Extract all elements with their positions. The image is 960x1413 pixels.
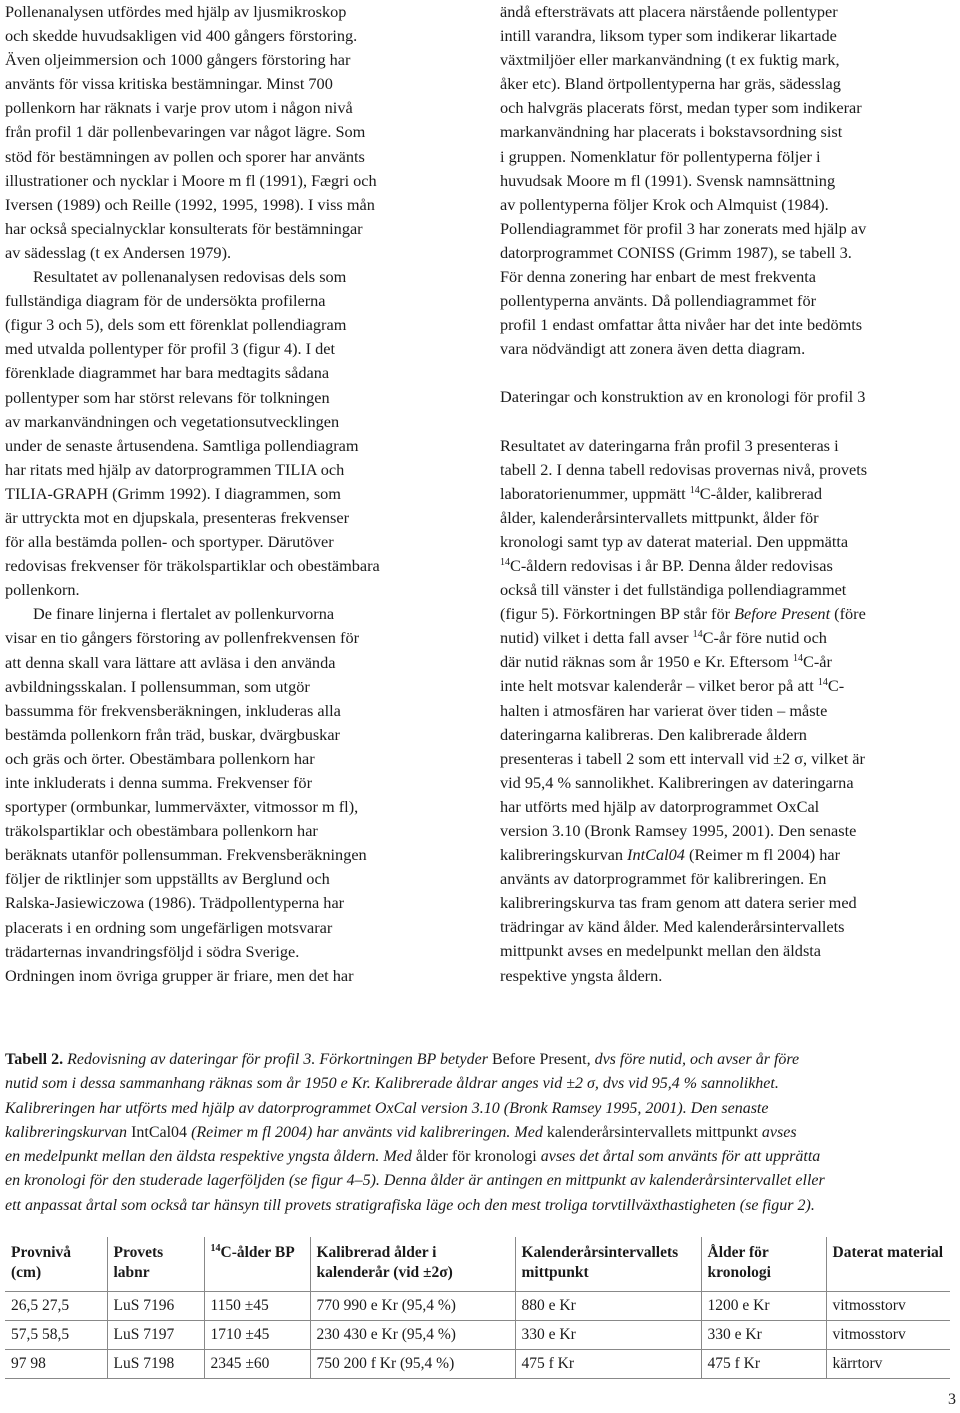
text-run: laboratorienummer, uppmätt (500, 483, 690, 503)
text-run: nutid) vilket i detta fall avser (500, 628, 693, 648)
text-line: avbildningsskalan. I pollensumman, som utgör (5, 676, 310, 696)
table-cell: vitmosstorv (826, 1321, 950, 1350)
dating-table-container (5, 1237, 950, 1379)
header-cell: Kalibrerad ålder i kalenderår (vid ±2σ) (310, 1237, 515, 1292)
header-cell: Ålder för kronologi (701, 1237, 826, 1292)
table-cell: vitmosstorv (826, 1292, 950, 1321)
text-line: Resultatet av dateringarna från profil 3 presenteras i (500, 435, 839, 455)
right-column (500, 0, 950, 988)
header-cell (204, 1237, 310, 1292)
right-paragraph-2 (500, 217, 950, 362)
text-line: respektive yngsta åldern. (500, 965, 663, 985)
text-line: använts för vissa kritiska bestämningar. Minst 700 (5, 74, 333, 94)
text-line: av pollentyperna följer Krok och Almquist (1984). (500, 194, 829, 214)
text-line: Pollendiagrammet för profil 3 har zonerats med hjälp av (500, 218, 867, 238)
text-line: dateringarna kalibreras. Den kalibrerade åldern (500, 724, 807, 744)
text-line: i gruppen. Nomenklatur för pollentyperna följer i (500, 146, 821, 166)
text-line: (figur 3 och 5), dels som ett förenklat pollendiagram (5, 315, 347, 335)
table-cell: 330 e Kr (515, 1321, 701, 1350)
text-run: en medelpunkt mellan den äldsta respektive yngsta åldern. Med (5, 1148, 416, 1166)
left-paragraph-2 (5, 265, 445, 602)
upright-run: Before Present (491, 1051, 587, 1068)
caption-line (5, 1145, 950, 1169)
text-line: har utförts med hjälp av datorprogrammet OxCal (500, 796, 820, 816)
text-line: träkolspartiklar och obestämbara pollenkorn har (5, 821, 318, 841)
header-cell: Provets labnr (107, 1237, 204, 1292)
table-row (5, 1321, 950, 1350)
text-line: växtmiljöer eller markanvändning (t ex fuktig mark, (500, 50, 840, 70)
text-run: där nutid räknas som år 1950 e Kr. Eftersom (500, 652, 793, 672)
text-run: (Reimer m fl 2004) har (684, 845, 841, 865)
text-line: trädringar av känd ålder. Med kalenderårsintervallets (500, 917, 845, 937)
text-run: C-åldern redovisas i år BP. Denna ålder redovisas (510, 555, 833, 575)
table-cell: LuS 7197 (107, 1321, 204, 1350)
text-line: ålder, kalenderårsintervallets mittpunkt, ålder för (500, 507, 819, 527)
text-line: har också specialnycklar konsulterats för bestämningar (5, 218, 363, 238)
section-heading (500, 385, 950, 409)
dating-table (5, 1237, 950, 1379)
text-line: sportyper (ormbunkar, lummerväxter, vitmossor m fl), (5, 797, 359, 817)
text-run: kalibreringskurvan (500, 845, 628, 865)
text-run: C-år (803, 652, 832, 672)
text-line: kronologi samt typ av daterat material. Den uppmätta (500, 531, 849, 551)
text-line: ändå eftersträvats att placera närstående pollentyper (500, 2, 838, 21)
text-run: C-år före nutid och (702, 628, 827, 648)
text-line: är uttryckta mot en djupskala, presenteras frekvenser (5, 507, 350, 527)
text-line: Resultatet av pollenanalysen redovisas dels som (33, 267, 347, 287)
text-line: och skedde huvudsakligen vid 400 gångers förstoring. (5, 26, 358, 46)
text-line: pollenkorn har räknats i varje prov utom i någon nivå (5, 98, 353, 118)
text-line: TILIA-GRAPH (Grimm 1992). I diagrammen, som (5, 483, 341, 503)
text-line: Även oljeimmersion och 1000 gångers förstoring har (5, 50, 351, 70)
header-cell: Provnivå (cm) (5, 1237, 107, 1292)
text-line: vid 95,4 % sannolikhet. Kalibreringen av dateringarna (500, 772, 854, 792)
text-line: från profil 1 där pollenbevaringen var något lägre. Som (5, 122, 366, 142)
table-cell: LuS 7196 (107, 1292, 204, 1321)
superscript: 14 (500, 556, 510, 568)
text-line: pollenkorn. (5, 580, 80, 600)
text-line: har ritats med hjälp av datorprogrammen TILIA och (5, 459, 345, 479)
text-line: Iversen (1989) och Reille (1992, 1995, 1998). I viss mån (5, 194, 375, 214)
text-run: (figur 5). Förkortningen BP står för (500, 604, 735, 624)
heading-text: Dateringar och konstruktion av en kronologi för profil 3 (500, 387, 866, 407)
text-line: trädarternas invandringsföljd i södra Sverige. (5, 941, 300, 961)
table-cell: 57,5 58,5 (5, 1321, 107, 1350)
text-line: använts av datorprogrammet för kalibreringen. En (500, 869, 827, 889)
text-run: C-ålder, kalibrerad (699, 483, 823, 503)
left-paragraph-1 (5, 0, 445, 265)
text-line: med utvalda pollentyper för profil 3 (figur 4). I det (5, 339, 336, 359)
header-text: C-ålder BP (220, 1244, 295, 1261)
text-line: pollentyper som har störst relevans för tolkningen (5, 387, 330, 407)
text-run: avses (757, 1123, 797, 1141)
italic-run: Before Present (734, 604, 831, 624)
text-line: halten i atmosfären har varierat över tiden – måste (500, 700, 828, 720)
table-cell: 1200 e Kr (701, 1292, 826, 1321)
table-cell: 770 990 e Kr (95,4 %) (310, 1292, 515, 1321)
text-line: placerats i en ordning som ungefärligen motsvarar (5, 917, 333, 937)
text-line: förenklade diagrammet har bara medtagits sådana (5, 363, 330, 383)
table-row (5, 1350, 950, 1379)
text-line: beräknats utanför pollensumman. Frekvensberäkningen (5, 845, 367, 865)
text-line: illustrationer och nycklar i Moore m fl (1991), Fægri och (5, 170, 377, 190)
superscript: 14 (793, 653, 803, 665)
caption-label: Tabell 2. (5, 1051, 64, 1068)
table-header-row (5, 1237, 950, 1292)
left-paragraph-3 (5, 602, 445, 988)
text-line: presenteras i tabell 2 som ett intervall vid ±2 σ, vilket är (500, 748, 865, 768)
table-cell: 750 200 f Kr (95,4 %) (310, 1350, 515, 1379)
table-cell: 880 e Kr (515, 1292, 701, 1321)
text-line: och gräs och örter. Obestämbara pollenkorn har (5, 748, 315, 768)
table-cell: 475 f Kr (701, 1350, 826, 1379)
text-line: De finare linjerna i flertalet av pollenkurvorna (33, 604, 335, 624)
superscript: 14 (817, 677, 828, 689)
table-cell: 230 430 e Kr (95,4 %) (310, 1321, 515, 1350)
table-cell: 97 98 (5, 1350, 107, 1379)
text-line: datorprogrammet CONISS (Grimm 1987), se tabell 3. (500, 242, 852, 262)
text-line: vara nödvändigt att zonera även detta diagram. (500, 339, 806, 359)
text-line (500, 674, 950, 698)
text-line: mittpunkt avses en medelpunkt mellan den äldsta (500, 941, 822, 961)
superscript: 14 (689, 484, 700, 496)
text-line: redovisas frekvenser för träkolspartiklar och obestämbara (5, 556, 380, 576)
text-run: kalibreringskurvan (5, 1123, 132, 1141)
upright-run: IntCal04 (131, 1123, 188, 1141)
caption-line: en kronologi för den studerade lagerföljden (se figur 4–5). Denna ålder är antingen en mittpunkt av kalenderårsintervallet eller (5, 1172, 825, 1190)
caption-line (5, 1048, 950, 1072)
upright-run: ålder för kronologi (415, 1148, 537, 1166)
caption-line: nutid som i dessa sammanhang räknas som år 1950 e Kr. Kalibrerade åldrar anges vid ±2 σ, dvs vid 95,4 % sannolikhet. (5, 1075, 779, 1093)
text-run: C- (827, 676, 845, 696)
text-line (500, 650, 950, 674)
table-cell: 26,5 27,5 (5, 1292, 107, 1321)
caption-line (5, 1121, 950, 1145)
text-line: profil 1 endast omfattar åtta nivåer har det inte bedömts (500, 315, 863, 335)
text-run: inte helt motsvar kalenderår – vilket beror på att (500, 676, 818, 696)
text-line: av markanvändningen och vegetationsutvecklingen (5, 411, 340, 431)
text-run: avses det årtal som använts för att upprätta (536, 1148, 821, 1166)
text-run: (före (830, 604, 866, 624)
text-line: bassumma för frekvensberäkningen, inkluderas alla (5, 700, 341, 720)
caption-line: Kalibreringen har utförts med hjälp av datorprogrammet OxCal version 3.10 (Bronk Ramsey 1995, 2001). Den senaste (5, 1099, 769, 1117)
text-line: inte inkluderats i denna summa. Frekvenser för (5, 773, 312, 792)
table-cell: 2345 ±60 (204, 1350, 310, 1379)
text-line: markanvändning har placerats i bokstavsordning sist (500, 122, 843, 142)
text-line: bestämda pollenkorn från träd, buskar, dvärgbuskar (5, 724, 340, 744)
right-paragraph-3 (500, 434, 950, 988)
text-run: Redovisning av dateringar för profil 3. Förkortningen BP betyder (63, 1051, 492, 1068)
left-column (5, 0, 445, 988)
table-cell: 475 f Kr (515, 1350, 701, 1379)
text-run: (Reimer m fl 2004) har använts vid kalibreringen. Med (187, 1123, 547, 1141)
text-line: under de senaste årtusendena. Samtliga pollendiagram (5, 435, 359, 455)
table-cell: 1710 ±45 (204, 1321, 310, 1350)
text-run: , dvs före nutid, och avser år före (586, 1051, 800, 1068)
superscript: 14 (692, 629, 703, 641)
text-line: tabell 2. I denna tabell redovisas provernas nivå, provets (500, 459, 868, 479)
table-cell: kärrtorv (826, 1350, 950, 1379)
superscript: 14 (210, 1243, 221, 1254)
text-line (500, 843, 950, 867)
text-line: kalibreringskurva tas fram genom att datera serier med (500, 893, 857, 913)
text-line: För denna zonering har enbart de mest frekventa (500, 267, 816, 287)
header-cell: Daterat material (826, 1237, 950, 1292)
text-line: åker etc). Bland örtpollentyperna har gräs, sädesslag (500, 74, 841, 94)
table-cell: LuS 7198 (107, 1350, 204, 1379)
upright-run: kalenderårsintervallets mittpunkt (546, 1123, 758, 1141)
text-line: att denna skall vara lättare att avläsa i den använda (5, 652, 336, 672)
text-line: och halvgräs placerats först, medan typer som indikerar (500, 98, 862, 118)
table-row (5, 1292, 950, 1321)
text-line: stöd för bestämningen av pollen och sporer har använts (5, 146, 365, 166)
header-cell: Kalenderårsintervallets mittpunkt (515, 1237, 701, 1292)
table-cell: 1150 ±45 (204, 1292, 310, 1321)
text-line: Pollenanalysen utfördes med hjälp av ljusmikroskop (5, 2, 347, 21)
text-line: fullständiga diagram för de undersökta profilerna (5, 291, 326, 311)
italic-run: IntCal04 (627, 845, 685, 865)
right-paragraph-1 (500, 0, 950, 217)
caption-line: ett anpassat årtal som också tar hänsyn till provets stratigrafiska läge och den mest troliga torvtillväxthastigheten (se figur 2). (5, 1196, 815, 1214)
text-line (500, 482, 950, 506)
text-line (500, 554, 950, 578)
text-line: också till vänster i det fullständiga pollendiagrammet (500, 580, 847, 600)
text-line: Ralska-Jasiewiczowa (1986). Trädpollentyperna har (5, 893, 345, 913)
text-line: intill varandra, liksom typer som indikerar likartade (500, 26, 837, 46)
text-line: pollentyperna använts. Då pollendiagrammet för (500, 291, 817, 311)
text-line: version 3.10 (Bronk Ramsey 1995, 2001). Den senaste (500, 821, 857, 840)
text-line: huvudsak Moore m fl (1991). Svensk namnsättning (500, 170, 836, 190)
text-line: visar en tio gångers förstoring av pollenfrekvensen för (5, 628, 360, 648)
text-line (500, 626, 950, 650)
text-line: följer de riktlinjer som uppställts av Berglund och (5, 869, 330, 889)
text-line: av sädesslag (t ex Andersen 1979). (5, 242, 232, 262)
text-line: Ordningen inom övriga grupper är friare, men det har (5, 965, 354, 985)
text-line (500, 602, 950, 626)
text-line: för alla bestämda pollen- och sportyper. Därutöver (5, 532, 334, 552)
page-number: 3 (948, 1391, 956, 1408)
table-cell: 330 e Kr (701, 1321, 826, 1350)
table-caption (5, 1048, 950, 1218)
